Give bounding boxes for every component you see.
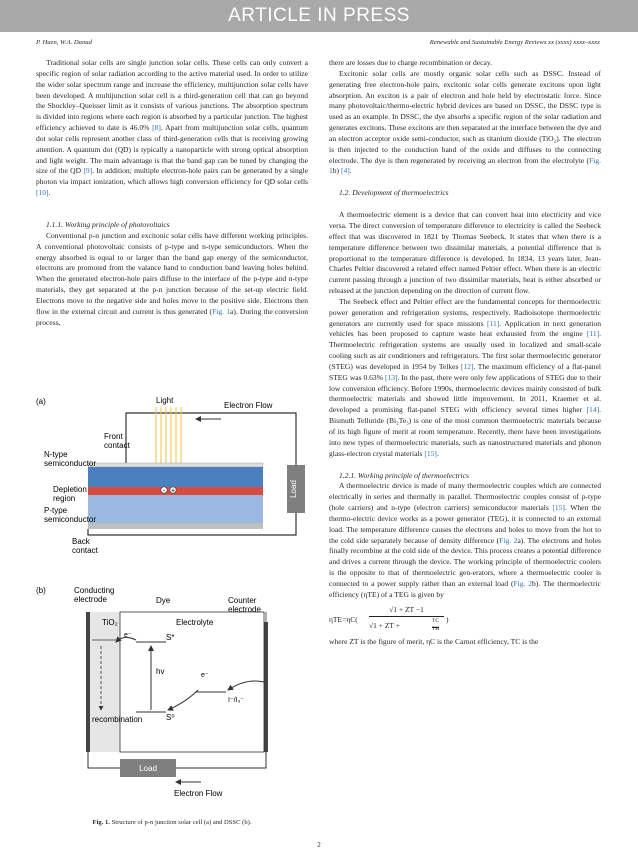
electron-label: e⁻	[201, 672, 209, 679]
figure-1a	[36, 395, 308, 560]
paragraph: Conventional p-n junction and excitonic solar cells have different working principles. A conventional photovoltaic consists of p-type and n-type semiconductors. When the energy absorbed is equal to or larger than the band gap energy of the semiconductor, electrons are promoted from the valance band to conduction band leaving holes behind. When the generated electron-hole pairs diffuse to the interface of the p-type and n-type materials, they get separated at the p-n junction because of the set-up electric field. Electrons move to the negative side and holes move to the positive side. Electrons then flow in the external circuit and current is thus generated (Fig. 1a). During the conversion process,	[36, 230, 308, 327]
dssc-diagram	[36, 582, 308, 812]
equation-lhs: ηTE=ηC(	[329, 614, 358, 624]
citation-link[interactable]: [15]	[552, 503, 565, 513]
citation-link[interactable]: [11]	[586, 329, 600, 339]
counter-label: electrode	[228, 605, 261, 614]
section-heading: 1.2.1. Working principle of thermoelectrics	[339, 470, 469, 480]
page-number: 2	[317, 841, 321, 849]
paragraph: Traditional solar cells are single junction solar cells. These cells can only convert a specific region of solar radiation according to the active material used. In order to utilize the wider solar spectrum range and increase the efficiency, multijunction solar cells have been developed. A multijunction solar cell is a third-generation cell that can go beyond the Shockley–Queisser limit as it consists of various junctions. The absorption spectrum is divided into regions where each region is absorbed by a particular junction. The highest efficiency achieved to date is 46.0% [8]. Apart from multijunction solar cells, quantum dot solar cells represent another class of third-generation cells that is receiving growing attention. A quantum dot (QD) is typically a nanoparticle with strong optical absorption and light weight. The main advantage is that the band gap can be tuned by changing the size of the QD [9]. In addition; multiple electron-hole pairs can be generated by a single photon via impact ionization, which allows high conversion efficiency for QD solar cells [10].	[36, 58, 308, 198]
ntype-label: semiconductor	[44, 459, 97, 468]
citation-link[interactable]: [14]	[586, 405, 600, 415]
paragraph: there are losses due to charge recombination or decay.	[329, 58, 493, 67]
load-label: Load	[139, 764, 157, 773]
back-contact-label: contact	[72, 546, 98, 555]
minus-sign: -	[162, 487, 166, 495]
reduction-arrow	[228, 681, 264, 690]
pn-junction-diagram	[36, 395, 308, 560]
counter-electrode	[264, 622, 268, 752]
back-contact-label: Back	[72, 537, 90, 546]
figure-caption: Fig. 1. Structure of p-n junction solar cell (a) and DSSC (b).	[92, 819, 252, 826]
s0-label: S⁰	[166, 713, 175, 722]
article-in-press-banner: ARTICLE IN PRESS	[0, 0, 638, 32]
running-head-authors: P. Huen, W.A. Daoud	[36, 39, 92, 46]
th-fraction: TH	[432, 625, 440, 632]
depletion-label: region	[53, 494, 76, 503]
citation-link[interactable]: [4]	[340, 166, 350, 176]
conducting-label: Conducting	[74, 586, 115, 595]
conducting-electrode	[86, 612, 90, 752]
equation-rhs: )	[446, 614, 449, 624]
cell-outline	[120, 612, 264, 752]
back-contact	[88, 523, 263, 529]
citation-link[interactable]: [15]	[424, 448, 437, 458]
paragraph: The Seebeck effect and Peltier effect are the fundamental concepts for thermoelectric power generation and refrigeration systems, respectively. Radioisotope thermoelectric generators are currently used for space missions [11]. Application in next generation vehicles has been proposed to capture waste heat exhausted from the engine [11]. Thermoelectric refrigeration systems are usually used in localized and small-scale cooling such as air conditioners and refrigerators. The first solar thermoelectric generator (STEG) was developed in 1954 by Telkes [12]. The maximum efficiency of a flat-panel STEG was 0.63% [13]. In the past, there were only few applications of STEG due to their low conversion efficiency. Before 1990s, thermoelectric devices mainly consisted of bulk thermoelectric materials and showed little improvement. In 2011, Kraemer et al. developed a promising flat-panel STEG with efficiency several times higher [14]. Bismuth Telluride (Bi₂Te₃) is one of the most common thermoelectric materials because of its high figure of merit at room temperature. Recently, there have been investigations into new types of thermoelectric materials, such as nanostructured materials and phonon glass-electron crystal materials [15].	[329, 296, 601, 458]
n-type-layer	[88, 467, 263, 487]
electron-flow-label: Electron Flow	[174, 789, 223, 798]
front-contact	[88, 463, 263, 467]
conducting-label: electrode	[74, 595, 107, 604]
redox-label: I⁻/I₃⁻	[228, 697, 245, 704]
figure-1b	[36, 582, 308, 812]
s-star-label: S*	[166, 633, 175, 642]
left-column	[36, 58, 308, 328]
electrolyte-label: Electrolyte	[176, 618, 214, 627]
hv-label: hv	[156, 667, 165, 676]
dye-label: Dye	[156, 596, 171, 605]
ptype-label: P-type	[44, 506, 68, 515]
electron-flow-label: Electron Flow	[224, 401, 273, 410]
citation-link[interactable]: [8]	[152, 123, 161, 133]
recombination-label: recombination	[92, 715, 143, 724]
citation-link[interactable]: [12]	[460, 361, 474, 371]
citation-link[interactable]: [11]	[487, 318, 500, 328]
figure-link[interactable]: Fig. 2	[499, 535, 518, 545]
p-type-layer	[88, 495, 263, 523]
figure-link[interactable]: Fig. 2	[513, 578, 533, 588]
figure-link[interactable]: Fig. 1	[212, 306, 230, 316]
paragraph: A thermoelectric element is a device that can convert heat into electricity and vice versa. The direct conversion of temperature difference to electricity is called the Seebeck effect that was discovered in 1821 by Thomas Seebeck. It states that when there is a temperature difference between two dissimilar materials, a potential difference that is proportional to the temperature difference is developed. In 1834, 13 years later, Jean-Charles Peltier discovered a related effect named Peltier effect. When there is an electric current passing through a junction of two dissimilar materials, heat is either absorbed or released at the junction depending on the direction of current flow.	[329, 210, 601, 296]
front-contact-label: contact	[104, 441, 130, 450]
ntype-label: N-type	[44, 450, 68, 459]
paragraph: Excitonic solar cells are mostly organic solar cells such as DSSC. Instead of generating free electron-hole pairs, excitonic solar cells generate excitons upon light absorption. An exciton is a pair of electron and hole held by electrostatic force. Since many photovoltaic/thermo-electric hybrid devices are based on DSSC, the DSSC type is used as an example. In DSSC, the dye absorbs a specific region of the solar radiation and generates excitons. These excitons are then separated at the interface between the dye and an electron acceptor oxide semi-conductor, such as titanium dioxide (TiO₂). The electron is then injected to the conduction band of the oxide and diffuses to the connecting electrode. The dye is then regenerated by receiving an electron from the electrolyte (Fig. 1b) [4].	[329, 68, 601, 176]
paragraph: where ZT is the figure of merit, ηC is the Carnot efficiency, TC is the	[329, 636, 539, 646]
regeneration-arrow	[168, 690, 198, 710]
equation-denominator: √1 + ZT +	[369, 620, 400, 630]
ptype-label: semiconductor	[44, 515, 97, 524]
section-heading: 1.2. Development of thermoelectrics	[339, 188, 449, 198]
citation-link[interactable]: [9]	[83, 166, 93, 176]
electron-label: e⁻	[124, 632, 132, 639]
light-label: Light	[156, 396, 174, 405]
running-head-journal: Renewable and Sustainable Energy Reviews xx (xxxx) xxxx–xxxx	[429, 39, 600, 46]
paragraph: A thermoelectric device is made of many thermoelectric couples which are connected electrically in series and thermally in parallel. Thermoelectric couples consist of p-type (hole carriers) and n-type (electron carriers) semiconductor materials [15]. When the thermo-electric device works as a power generator (TEG), it is connected to an external load. The temperature difference causes the electrons and holes to move from the hot to the cold side separately because of density difference (Fig. 2a). The electrons and holes finally recombine at the cold side of the device. This process creates a potential difference and drives a current through the device. The working principle of thermoelectric coolers is the opposite to that of thermoelectric gen-erators, where a thermoelectric cooler is connected to a power supply rather than an external load (Fig. 2b). The thermoelectric efficiency (ηTE) of a TEG is given by	[329, 481, 602, 599]
circuit-wire	[88, 752, 266, 768]
counter-label: Counter	[228, 596, 257, 605]
citation-link[interactable]: [13]	[384, 372, 398, 382]
panel-label: (a)	[36, 397, 46, 406]
depletion-label: Depletion	[53, 485, 87, 494]
figure-link[interactable]: Fig. 1	[329, 155, 601, 176]
tio2-label: TiO₂	[102, 618, 118, 627]
load-label: Load	[289, 480, 298, 498]
front-contact-label: Front	[104, 432, 123, 441]
section-heading: 1.1.1. Working principle of photovoltaics	[46, 219, 170, 229]
plus-sign: +	[170, 487, 176, 495]
citation-link[interactable]: [10]	[36, 188, 49, 198]
panel-label: (b)	[36, 586, 46, 595]
tc-fraction: TC	[432, 616, 439, 628]
efficiency-equation	[329, 601, 601, 637]
tio2-layer	[90, 612, 120, 752]
right-column	[329, 58, 601, 648]
equation-numerator: √1 + ZT −1	[369, 605, 444, 617]
